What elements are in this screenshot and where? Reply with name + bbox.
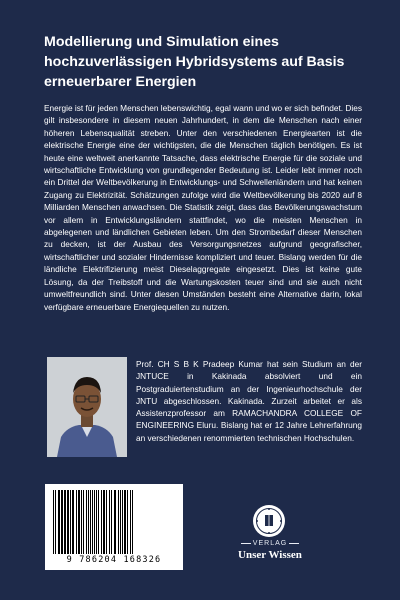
book-title: Modellierung und Simulation eines hochzuverlässigen Hybridsystems auf Basis erneuerbarer Energien (44, 34, 345, 90)
barcode-bars (51, 490, 177, 554)
isbn-number: 9 786204 168326 (66, 555, 162, 565)
isbn-barcode (45, 484, 183, 570)
publisher-label (236, 540, 304, 547)
book-description: Energie ist für jeden Menschen lebenswichtig, egal wann und wo er sich befindet. Dies gilt insbesondere in diesem neuen Jahrhundert, in dem die Menschen nach einer höheren Lebensqualität streben. Unter den verschiedenen Energiearten ist die elektrische Energie eine der wichtigsten, die die Menschen täglich benötigen. Es ist heute eine weltweit anerkannte Tatsache, dass elektrische Energie für die soziale und wirtschaftliche Entwicklung von grundlegender Bedeutung ist. Leider lebt immer noch ein Drittel der Weltbevölkerung in Entwicklungs- und Schwellenländern und hat keinen Zugang zu Elektrizität. Schätzungen zufolge wird die Weltbevölkerung bis 2020 auf 8 Milliarden Menschen anwachsen. Die Statistik zeigt, dass das Bevölkerungswachstum vor allem in Entwicklungsländern stattfindet, wo die meisten Menschen in abgelegenen und ländlichen Gebieten leben. Um den Strombedarf dieser Menschen zu decken, ist der Ausbau des Versorgungsnetzes aufgrund geografischer, wirtschaftlicher und sozialer Hindernisse kompliziert und teuer. Bislang werden für die ländliche Elektrifizierung meist Dieselaggregate eingesetzt. Dies ist keine gute Lösung, da der Treibstoff und die Wartungskosten teuer sind und sie auch nicht umweltfreundlich sind. Unter diesen Umständen besteht eine Alternative darin, lokal verfügbare erneuerbare Energiequellen zu nutzen. (44, 103, 362, 312)
verlag-text: VERLAG (252, 540, 288, 547)
author-photo (47, 357, 127, 457)
author-bio: Prof. CH S B K Pradeep Kumar hat sein Studium an der JNTUCE in Kakinada absolviert und ein Postgraduiertenstudium an der Ingenieurhochschule der JNTU abgeschlossen. Kakinada. Zurzeit arbeitet er als Assistenzprofessor am RAMACHANDRA COLLEGE OF ENGINEERING Eluru. Bislang hat er 12 Jahre Lehrerfahrung an verschiedenen renommierten technischen Hochschulen. (136, 359, 362, 443)
publisher-seal-icon (252, 504, 286, 538)
publisher-name: Unser Wissen (238, 549, 302, 561)
